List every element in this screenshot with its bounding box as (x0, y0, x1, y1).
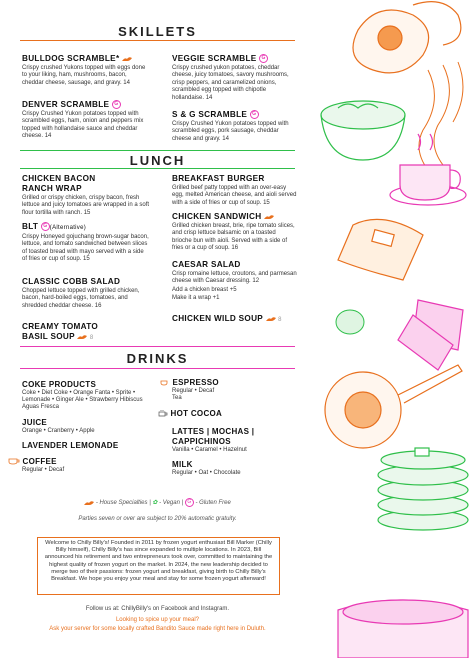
menu-item-creamy-tomato-basil-soup (22, 322, 150, 343)
drink-lattes-mochas (172, 427, 302, 454)
legend-gluten: - Gluten Free (195, 500, 231, 507)
lunch-rule-bottom (20, 168, 295, 169)
dietary-legend (20, 498, 295, 507)
lunch-heading: LUNCH (129, 153, 186, 168)
spice-tagline: Ask your server for some locally crafted Bandito Sauce made right here in Duluth. (49, 626, 266, 632)
house-specialty-icon (84, 500, 94, 506)
menu-item-caesar-salad (172, 260, 297, 303)
coffee-cup-illustration (390, 134, 466, 205)
item-name: DENVER SCRAMBLE (22, 100, 110, 109)
item-desc: Grilled or crispy chicken, crispy bacon, fresh lettuce and juicy tomatoes are wrapped in a soft flour tortilla with ranch. (22, 195, 150, 216)
item-desc: Crispy Crushed Yukon potatoes topped with scrambled eggs, pork sausage, cheddar cheese and gravy. (172, 121, 289, 142)
drinks-rule-bottom (20, 368, 295, 369)
social-follow: Follow us at: ChillyBilly's on Facebook and Instagram. (85, 606, 230, 612)
house-specialty-icon (266, 316, 276, 322)
menu-item-veggie-scramble (172, 54, 297, 102)
item-name-line2: RANCH WRAP (22, 184, 82, 193)
pink-toast-illustration (398, 300, 463, 370)
drink-name: MILK (172, 460, 193, 469)
item-desc: Crispy crushed Yukons topped with eggs done to your liking, ham, mushrooms, bacon, cheddar cheese, sausage, and gravy. (22, 65, 146, 86)
menu-item-breakfast-burger (172, 174, 297, 207)
drink-name: JUICE (22, 418, 48, 427)
item-alt: (Alternative) (49, 225, 87, 231)
item-name: CAESAR SALAD (172, 260, 241, 269)
menu-item-chicken-bacon-ranch-wrap (22, 174, 150, 217)
item-name: CHICKEN SANDWICH (172, 212, 262, 221)
item-name: CHICKEN WILD SOUP (172, 314, 263, 323)
gluten-free-icon: G (185, 498, 194, 507)
drink-desc: Vanilla • Caramel • Hazelnut (172, 447, 247, 453)
drink-name: ESPRESSO (172, 378, 219, 387)
item-price: 14 (205, 94, 213, 101)
drink-name: COKE PRODUCTS (22, 380, 97, 389)
drink-desc: Regular • Oat • Chocolate (172, 470, 241, 476)
pie-dish-illustration (338, 600, 468, 658)
drink-hot-cocoa (158, 409, 298, 419)
menu-item-classic-cobb-salad (22, 277, 150, 310)
item-price: 14 (222, 135, 229, 142)
item-name-line1: CHICKEN BACON (22, 174, 96, 183)
drink-desc: Regular • Decaf (22, 467, 65, 473)
item-price: 8 (278, 317, 282, 323)
drink-desc: Regular • Decaf (172, 388, 215, 394)
bacon-illustration (419, 62, 463, 170)
menu-item-sg-scramble (172, 110, 297, 143)
item-name: BULLDOG SCRAMBLE* (22, 54, 120, 63)
house-specialty-icon (77, 334, 87, 340)
item-desc: Crispy Honeyed gojuchang brown-sugar bacon, lettuce, and tomato sandwiched between slices of toasted bread with mayo served with a side of fries or cup of soup. (22, 234, 149, 263)
item-desc: Crispy crushed yukon potatoes, cheddar cheese, juicy tomatoes, savory mushrooms, crisp peppers, and caramelized onions, scrambled egg topped with chipotle hollandaise. (172, 65, 289, 101)
item-price: 14 (44, 133, 52, 140)
house-specialty-icon (122, 56, 132, 62)
gluten-free-icon: G (41, 222, 50, 231)
legend-vegan: - Vegan (159, 500, 180, 507)
pancake-stack-illustration (378, 448, 468, 530)
drink-name: COFFEE (22, 457, 57, 466)
menu-item-chicken-wild-soup (172, 314, 297, 325)
skillets-rule (20, 40, 295, 41)
menu-item-chicken-sandwich (172, 212, 297, 253)
item-price: 16 (231, 245, 239, 252)
drink-name-line1: LATTES | MOCHAS | (172, 427, 255, 436)
item-price: 8 (89, 335, 94, 341)
vegan-leaf-icon: ✿ (152, 500, 158, 507)
item-name: BREAKFAST BURGER (172, 174, 265, 183)
spice-question: Looking to spice up your meal? (115, 617, 200, 623)
item-name: S & G SCRAMBLE (172, 110, 248, 119)
drink-name: HOT COCOA (170, 409, 223, 418)
item-desc: Crispy Crushed Yukon potatoes topped with scrambled eggs, ham, onion and peppers mix topped with hollandaise sauce and cheddar cheese. (22, 111, 144, 140)
drink-desc: Tea (172, 395, 182, 402)
toast-illustration (338, 219, 423, 280)
legend-house: - House Specialties (95, 500, 148, 507)
item-price: 16 (94, 302, 102, 309)
drink-desc: Coke • Diet Coke • Orange Fanta • Sprite • Lemonade • Ginger Ale • Strawberry Hibiscus Aguas Fresca (22, 390, 143, 411)
drink-coffee (8, 457, 148, 474)
gluten-free-icon: G (250, 110, 259, 119)
item-price: 15 (83, 209, 91, 216)
item-price: 15 (263, 199, 270, 206)
item-price: 14 (123, 79, 130, 86)
bowl-illustration (321, 101, 405, 160)
menu-item-denver-scramble (22, 100, 150, 141)
legend-separator: | (181, 500, 184, 507)
menu-item-blt (22, 222, 150, 264)
drinks-heading: DRINKS (126, 351, 189, 366)
house-specialty-icon (264, 214, 274, 220)
drink-name: LAVENDER LEMONADE (22, 441, 119, 450)
menu-item-bulldog-scramble (22, 54, 150, 87)
item-name-line2: BASIL SOUP (22, 332, 75, 341)
item-desc: Grilled chicken breast, brie, ripe tomato slices, and crisp lettuce balsamic on a toasted brioche bun with aioli. Served with a side of fries or a cup of soup. (172, 223, 295, 252)
item-name: CLASSIC COBB SALAD (22, 277, 121, 286)
item-desc: Chopped lettuce topped with grilled chicken, bacon, hard-boiled eggs, tomatoes, and shredded cheddar cheese. (22, 288, 140, 309)
item-name-line1: CREAMY TOMATO (22, 322, 99, 331)
drink-lavender-lemonade (22, 441, 150, 451)
food-illustrations (318, 0, 470, 658)
skillets-heading: SKILLETS (118, 24, 197, 39)
frying-pan-illustration (325, 365, 462, 448)
legend-separator: | (149, 500, 151, 507)
item-addon: Make it a wrap +1 (172, 295, 220, 302)
drinks-rule-top (20, 346, 295, 347)
about-story: Welcome to Chilly Billy's! Founded in 2011 by frozen yogurt enthusiast Bill Marker (Chilly Billy himself), Chilly Billy's has since expanded to multiple locations. In 2023, Bill announced his retirement and two entrepreneurs took over, committed to maintaining the highest quality of frozen yogurt on the market. In 2024, the new leadership decided to merge two of their passions: frozen yogurt and breakfast, giving birth to Chilly Billy's Breakfast. We hope you enjoy your meal and stay for some frozen yogurt afterward! (37, 537, 280, 595)
item-name: BLT (22, 222, 39, 231)
item-desc: Crisp romaine lettuce, croutons, and parmesan cheese with Caesar dressing. (172, 271, 297, 285)
item-price: 15 (83, 256, 90, 263)
espresso-cup-icon (160, 379, 170, 386)
lunch-rule-top (20, 150, 295, 151)
item-price: 12 (252, 278, 260, 285)
gluten-free-icon: G (259, 54, 268, 63)
drink-coke-products (22, 380, 150, 412)
egg-illustration (336, 310, 364, 334)
drink-desc: Orange • Cranberry • Apple (22, 428, 95, 434)
fried-eggs-illustration (353, 2, 461, 73)
item-name: VEGGIE SCRAMBLE (172, 54, 257, 63)
drink-espresso (160, 378, 300, 402)
gratuity-note: Parties seven or over are subject to 20% automatic gratuity. (78, 516, 237, 522)
coffee-cup-icon (8, 458, 20, 465)
drink-milk (172, 460, 302, 477)
item-addon: Add a chicken breast +5 (172, 286, 237, 293)
drink-juice (22, 418, 150, 435)
gluten-free-icon: G (112, 100, 121, 109)
cocoa-mug-icon (158, 409, 168, 418)
drink-name-line2: CAPPICHINOS (172, 437, 231, 446)
item-desc: Grilled beef patty topped with an over-easy egg, melted American cheese, and aioli served with a side of fries or cup of soup. (172, 185, 297, 206)
